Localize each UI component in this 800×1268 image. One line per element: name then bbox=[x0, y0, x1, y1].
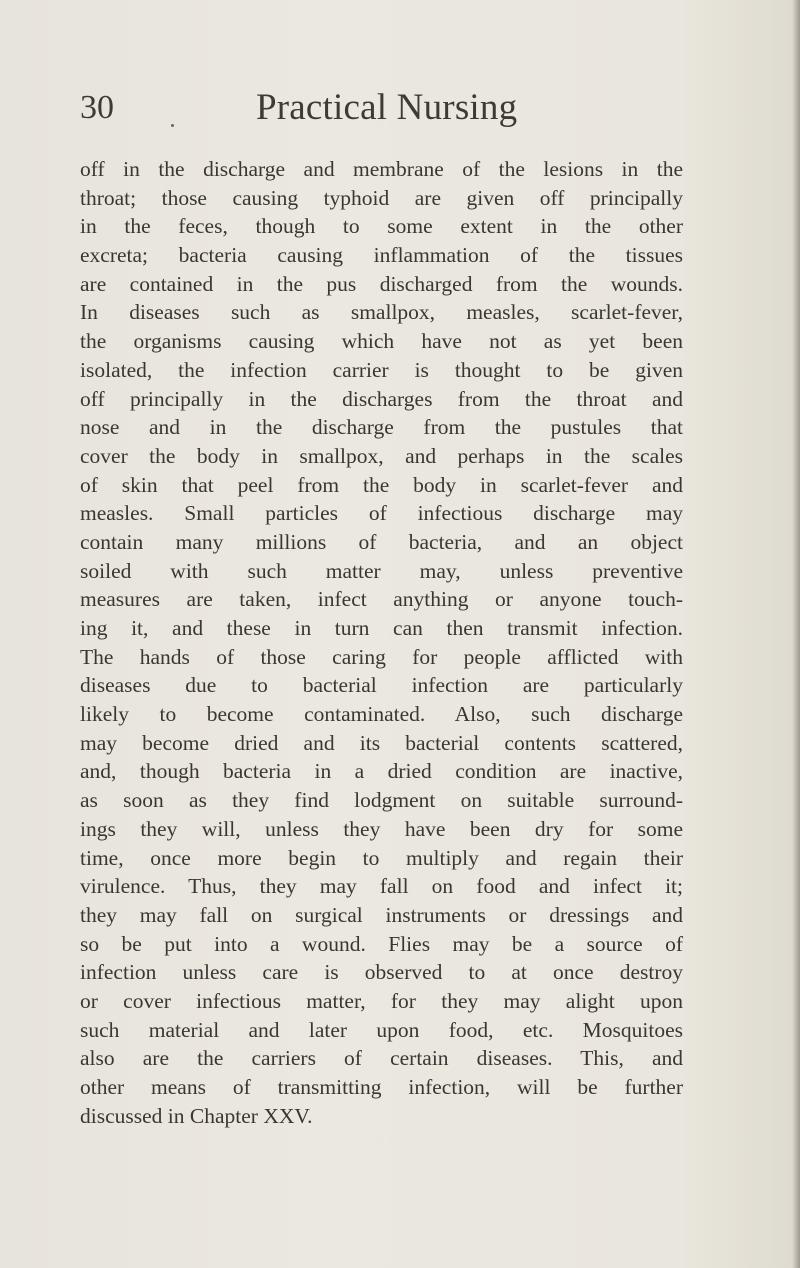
text-line: and, though bacteria in a dried condition are inactive, bbox=[80, 759, 683, 784]
running-head-title: Practical Nursing bbox=[256, 87, 518, 128]
text-line: In diseases such as smallpox, measles, scarlet-fever, bbox=[80, 300, 683, 325]
text-line: infection unless care is observed to at once destroy bbox=[80, 960, 683, 985]
text-line: contain many millions of bacteria, and an object bbox=[80, 529, 683, 554]
text-line: or cover infectious matter, for they may alight upon bbox=[80, 988, 683, 1013]
text-line: off principally in the discharges from the throat and bbox=[80, 386, 683, 411]
print-speck bbox=[171, 124, 174, 127]
text-line: measles. Small particles of infectious discharge may bbox=[80, 501, 683, 526]
text-line: of skin that peel from the body in scarlet-fever and bbox=[80, 472, 683, 497]
text-line: such material and later upon food, etc. Mosquitoes bbox=[80, 1017, 683, 1042]
page-header bbox=[80, 88, 720, 138]
text-line: soiled with such matter may, unless preventive bbox=[80, 558, 683, 583]
text-line: excreta; bacteria causing inflammation of the tissues bbox=[80, 243, 683, 268]
text-line: ing it, and these in turn can then transmit infection. bbox=[80, 616, 683, 640]
text-line: other means of transmitting infection, will be further bbox=[80, 1075, 683, 1099]
text-line: nose and in the discharge from the pustules that bbox=[80, 415, 683, 440]
text-line: are contained in the pus discharged from the wounds. bbox=[80, 271, 683, 296]
text-line: they may fall on surgical instruments or dressings and bbox=[80, 902, 683, 927]
text-line: ings they will, unless they have been dry for some bbox=[80, 816, 683, 841]
text-line: in the feces, though to some extent in the other bbox=[80, 214, 683, 239]
text-line: virulence. Thus, they may fall on food and infect it; bbox=[80, 874, 683, 899]
text-line: measures are taken, infect anything or anyone touch- bbox=[80, 587, 683, 612]
text-line-last: discussed in Chapter XXV. bbox=[80, 1103, 313, 1128]
text-line: isolated, the infection carrier is thought to be given bbox=[80, 357, 683, 382]
text-line: likely to become contaminated. Also, such discharge bbox=[80, 702, 683, 727]
body-paragraph bbox=[80, 155, 683, 1130]
text-line: also are the carriers of certain diseases. This, and bbox=[80, 1046, 683, 1071]
page-number: 30 bbox=[80, 89, 114, 126]
text-line: so be put into a wound. Flies may be a source of bbox=[80, 931, 683, 956]
text-line: throat; those causing typhoid are given off principally bbox=[80, 185, 683, 210]
text-line: may become dried and its bacterial contents scattered, bbox=[80, 730, 683, 755]
text-line: as soon as they find lodgment on suitable surround- bbox=[80, 788, 683, 813]
text-line: The hands of those caring for people afflicted with bbox=[80, 644, 683, 669]
text-line: off in the discharge and membrane of the lesions in the bbox=[80, 157, 683, 181]
text-line: cover the body in smallpox, and perhaps in the scales bbox=[80, 443, 683, 468]
text-line: the organisms causing which have not as yet been bbox=[80, 329, 683, 354]
page-edge-shadow bbox=[792, 0, 800, 1268]
text-line: diseases due to bacterial infection are particularly bbox=[80, 673, 683, 698]
text-line: time, once more begin to multiply and regain their bbox=[80, 845, 683, 870]
